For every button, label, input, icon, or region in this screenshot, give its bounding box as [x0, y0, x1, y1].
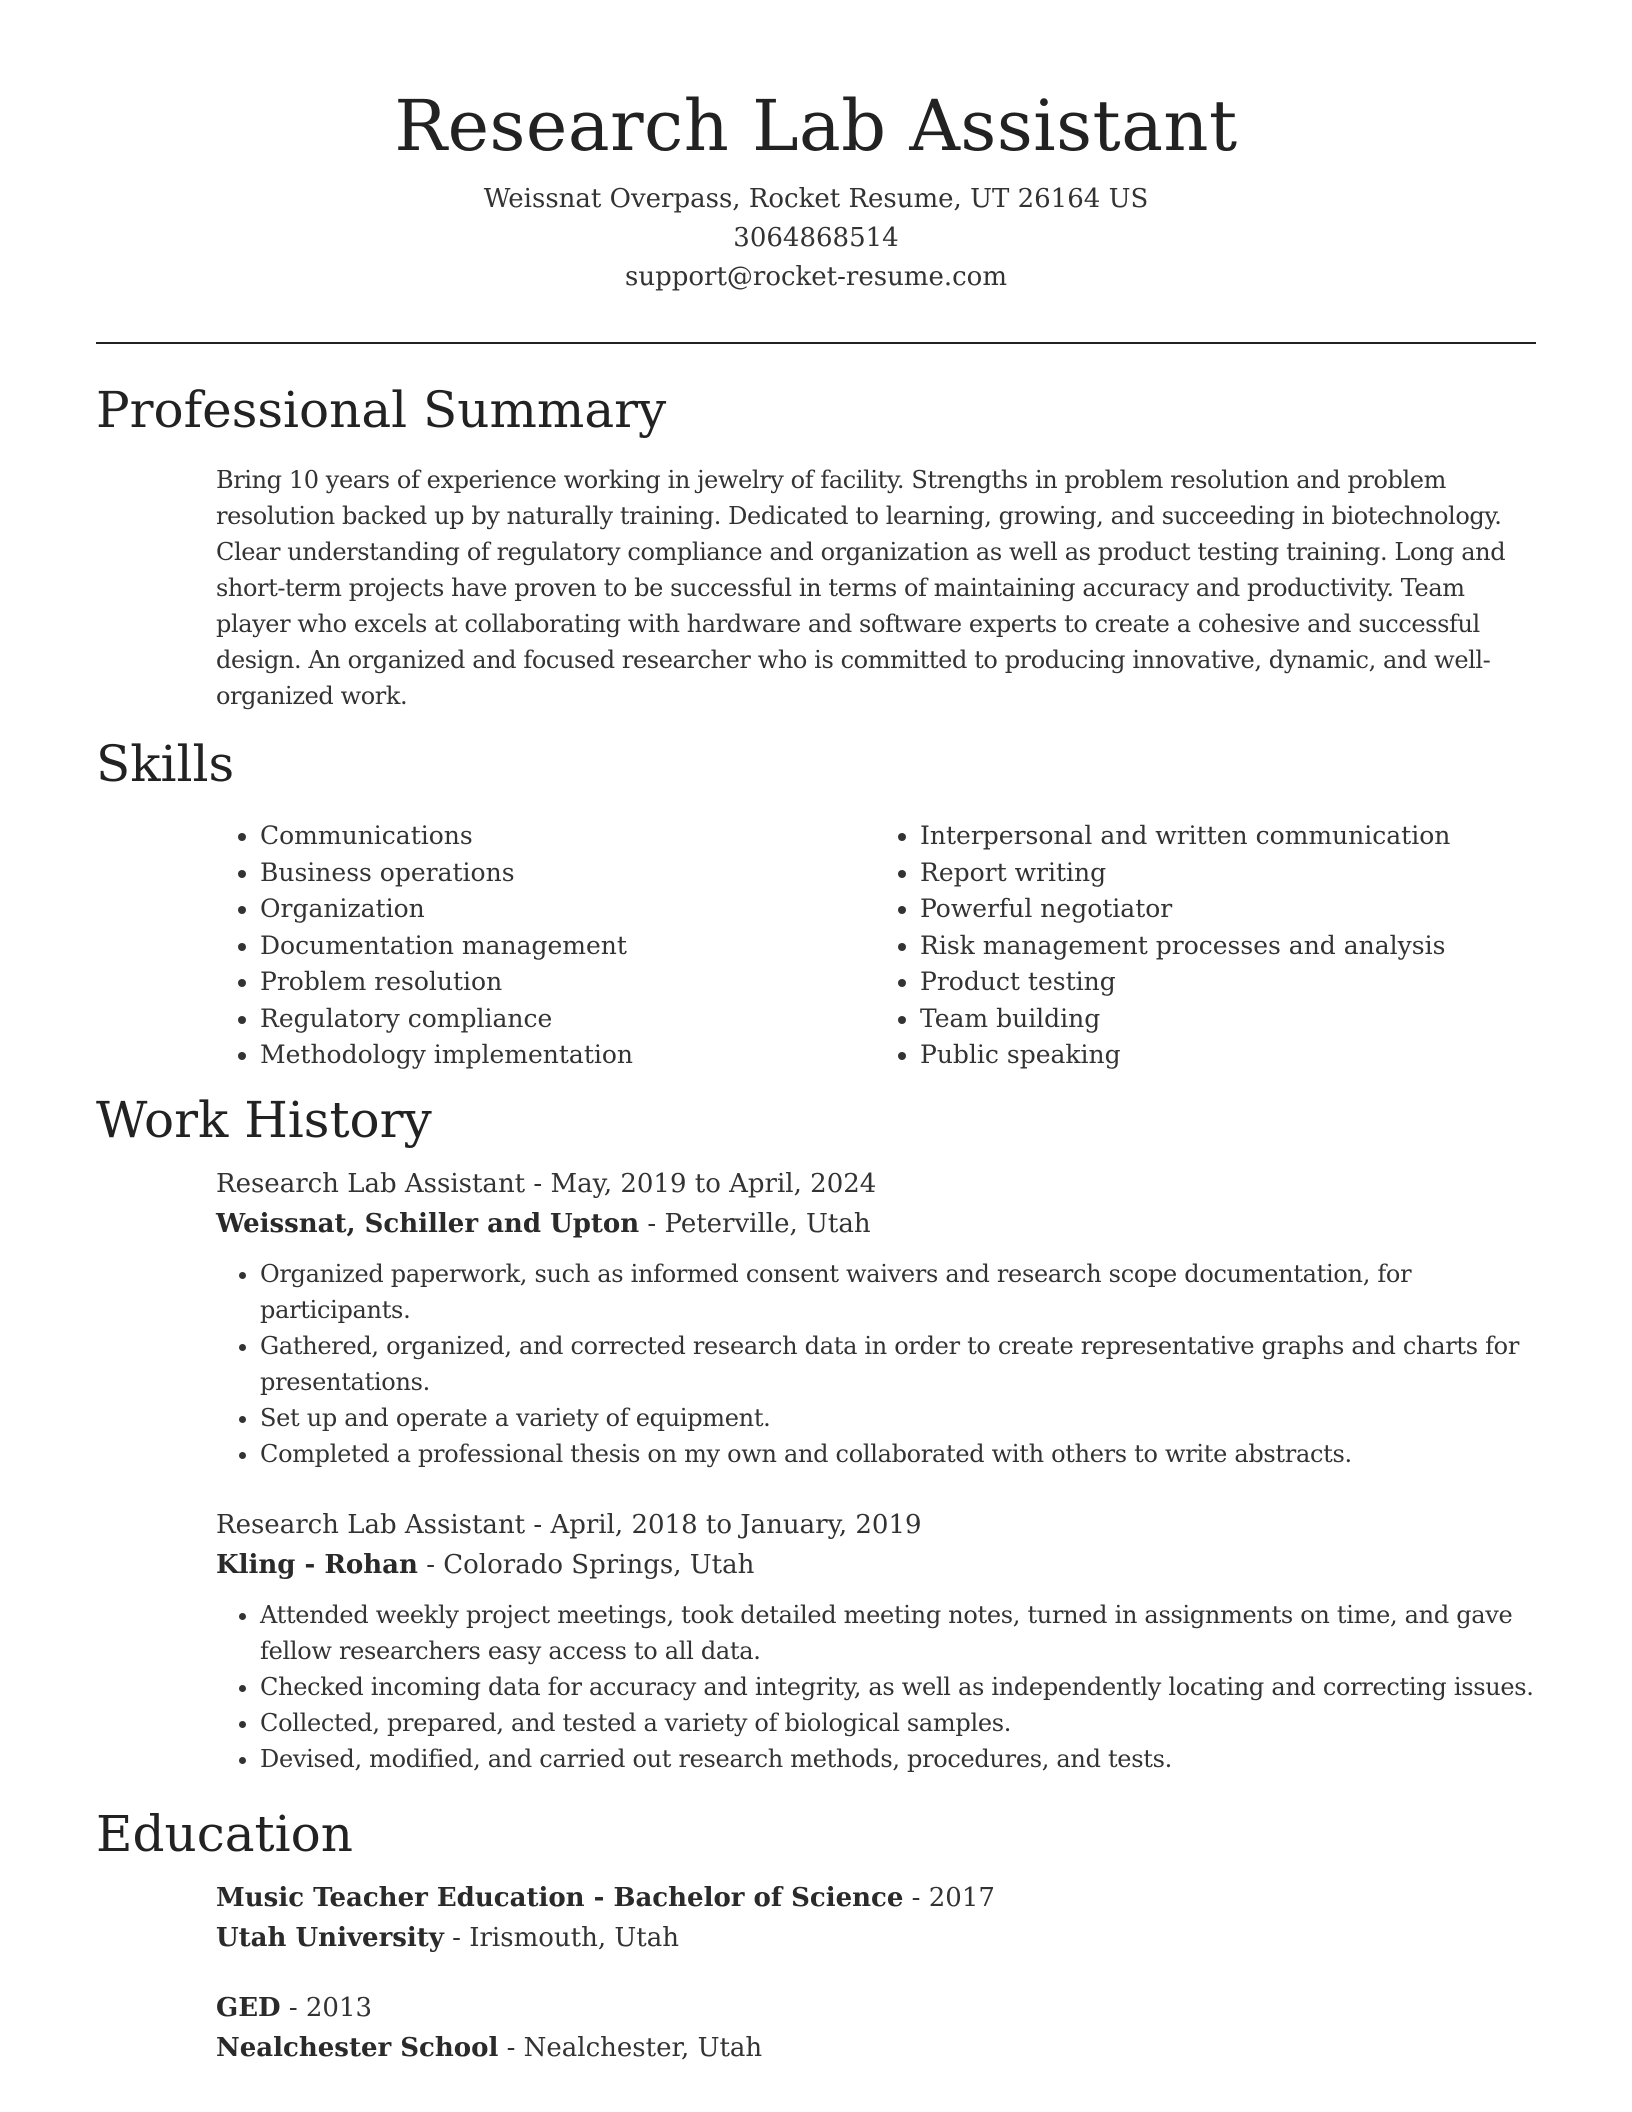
job-dates: - May, 2019 to April, 2024: [525, 1169, 877, 1199]
skill-item: • Methodology implementation: [260, 1037, 876, 1074]
job-bullets: [216, 1597, 1536, 1777]
degree-name: Music Teacher Education - Bachelor of Science: [216, 1883, 904, 1913]
job-bullet: • Organized paperwork, such as informed consent waivers and research scope documentation, for participants.: [260, 1256, 1536, 1328]
school-location: - Irismouth, Utah: [443, 1923, 679, 1953]
resume-header: [96, 84, 1536, 297]
skill-item: • Powerful negotiator: [920, 891, 1536, 928]
skill-item: • Business operations: [260, 855, 876, 892]
skill-item: • Public speaking: [920, 1037, 1536, 1074]
degree-line: [216, 1878, 1536, 1918]
skill-item: • Risk management processes and analysis: [920, 928, 1536, 965]
job-title-line: [216, 1164, 1536, 1204]
skill-item: • Organization: [260, 891, 876, 928]
school-line: [216, 1918, 1536, 1958]
job-title: Research Lab Assistant: [216, 1169, 526, 1199]
degree-name: GED: [216, 1993, 281, 2023]
job-bullets: [216, 1256, 1536, 1472]
job-title-line: [216, 1505, 1536, 1545]
skill-item: • Team building: [920, 1001, 1536, 1038]
job-bullet: • Checked incoming data for accuracy and integrity, as well as independently locating and correcting issues.: [260, 1669, 1536, 1705]
skills-column-left: [216, 818, 876, 1074]
job-bullet: • Collected, prepared, and tested a variety of biological samples.: [260, 1705, 1536, 1741]
job-company-line: [216, 1204, 1536, 1244]
job-entry: [216, 1164, 1536, 1472]
skill-item: • Interpersonal and written communication: [920, 818, 1536, 855]
job-location: - Peterville, Utah: [639, 1209, 871, 1239]
summary-heading: Professional Summary: [96, 381, 667, 439]
degree-year: - 2017: [903, 1883, 995, 1913]
degree-line: [216, 1988, 1536, 2028]
skill-item: • Product testing: [920, 964, 1536, 1001]
summary-text: Bring 10 years of experience working in jewelry of facility. Strengths in problem resolution and problem resolution backed up by naturally training. Dedicated to learning, growing, and succeeding in biotechnology. Clear understanding of regulatory compliance and organization as well as product testing training. Long and short-term projects have proven to be successful in terms of maintaining accuracy and productivity. Team player who excels at collaborating with hardware and software experts to create a cohesive and successful design. An organized and focused researcher who is committed to producing innovative, dynamic, and well-organized work.: [216, 466, 1506, 710]
job-bullet: • Completed a professional thesis on my own and collaborated with others to write abstracts.: [260, 1436, 1536, 1472]
skill-item: • Communications: [260, 818, 876, 855]
degree-year: - 2013: [280, 1993, 373, 2023]
job-location: - Colorado Springs, Utah: [417, 1550, 755, 1580]
candidate-name: Research Lab Assistant: [394, 85, 1238, 167]
education-entry: [216, 1878, 1536, 1958]
job-bullet: • Gathered, organized, and corrected research data in order to create representative graphs and charts for presentations.: [260, 1328, 1536, 1400]
contact-info: [96, 180, 1536, 297]
school-name: Utah University: [216, 1923, 444, 1953]
phone: 3064868514: [733, 223, 899, 253]
skill-item: • Regulatory compliance: [260, 1001, 876, 1038]
company-name: Weissnat, Schiller and Upton: [216, 1209, 640, 1239]
school-name: Nealchester School: [216, 2033, 499, 2063]
job-entry: [216, 1505, 1536, 1777]
school-line: [216, 2028, 1536, 2068]
job-bullet: • Devised, modified, and carried out research methods, procedures, and tests.: [260, 1741, 1536, 1777]
skill-item: • Problem resolution: [260, 964, 876, 1001]
skills-column-right: [876, 818, 1536, 1074]
education-heading: Education: [96, 1805, 353, 1863]
job-dates: - April, 2018 to January, 2019: [525, 1510, 922, 1540]
job-title: Research Lab Assistant: [216, 1510, 526, 1540]
work-history-heading: Work History: [96, 1091, 432, 1149]
email: support@rocket-resume.com: [624, 262, 1007, 292]
job-bullet: • Attended weekly project meetings, took detailed meeting notes, turned in assignments on time, and gave fellow researchers easy access to all data.: [260, 1597, 1536, 1669]
job-company-line: [216, 1545, 1536, 1585]
address: Weissnat Overpass, Rocket Resume, UT 26164 US: [483, 184, 1149, 214]
skills-list: [216, 818, 1536, 1074]
company-name: Kling - Rohan: [216, 1550, 418, 1580]
header-divider: [96, 342, 1536, 344]
skill-item: • Documentation management: [260, 928, 876, 965]
skills-heading: Skills: [96, 735, 235, 793]
job-bullet: • Set up and operate a variety of equipment.: [260, 1400, 1536, 1436]
education-entry: [216, 1988, 1536, 2068]
skill-item: • Report writing: [920, 855, 1536, 892]
school-location: - Nealchester, Utah: [498, 2033, 763, 2063]
